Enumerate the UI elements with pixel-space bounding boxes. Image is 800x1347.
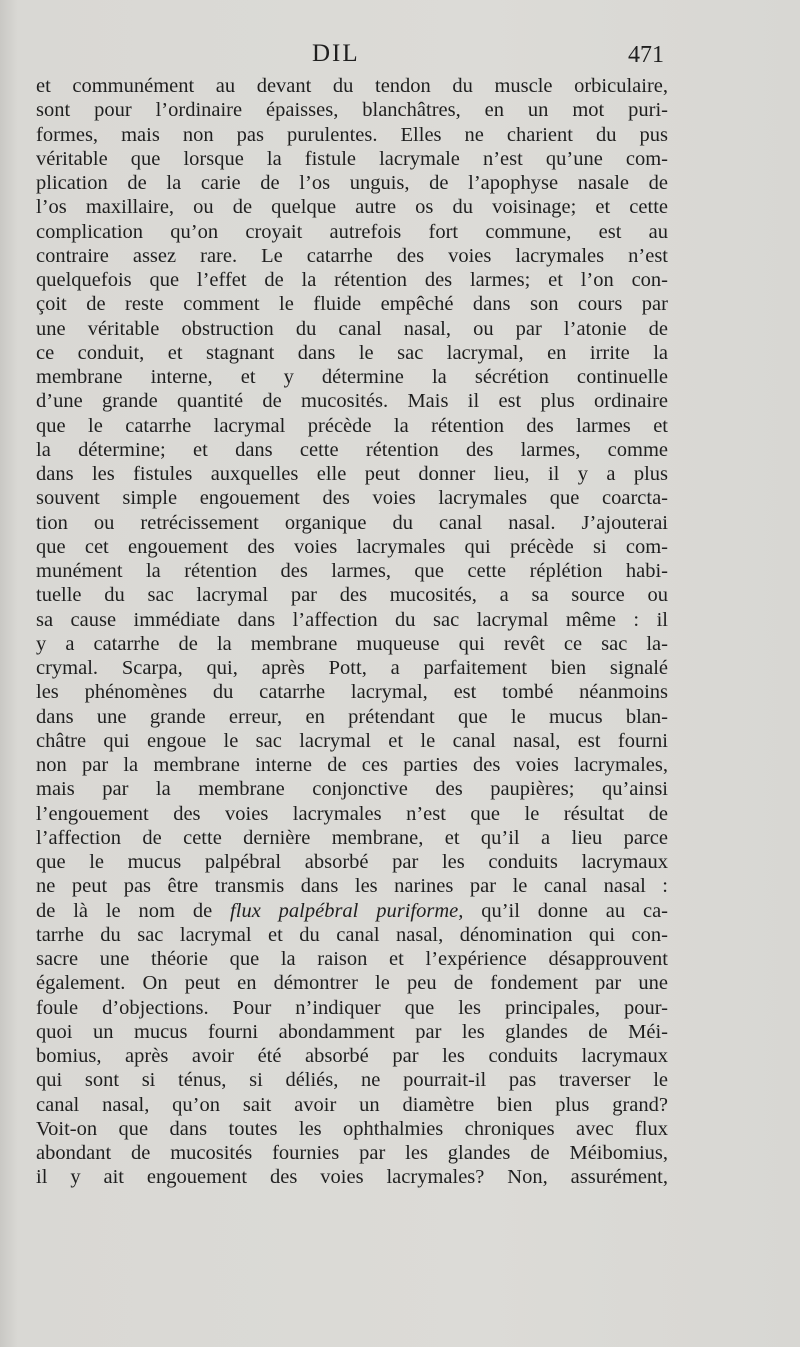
text-line: l’engouement des voies lacrymales n’est que le résultat de [36,802,668,825]
text-line: l’affection de cette dernière membrane, et qu’il a lieu parce [36,826,668,849]
text-line: ce conduit, et stagnant dans le sac lacrymal, en irrite la [36,341,668,364]
text-line: munément la rétention des larmes, que cette réplétion habi- [36,560,668,582]
text-line: souvent simple engouement des voies lacrymales que coarcta- [36,487,668,510]
text-line: contraire assez rare. Le catarrhe des voies lacrymales n’est [36,244,668,267]
body-text [36,74,668,1190]
text-line: quoi un mucus fourni abondamment par les glandes de Méi- [36,1020,668,1043]
text-line: abondant de mucosités fournies par les glandes de Méibomius, [36,1142,668,1164]
text-line: canal nasal, qu’on sait avoir un diamètre bien plus grand? [36,1093,668,1116]
running-head: DIL [312,40,360,67]
text-line: quelquefois que l’effet de la rétention des larmes; et l’on con- [36,269,668,291]
text-segment: qu’il donne au ca- [463,899,668,922]
text-line: non par la membrane interne de ces parties des voies lacrymales, [36,754,668,776]
text-line: l’os maxillaire, ou de quelque autre os du voisinage; et cette [36,196,668,219]
italic-term: flux palpébral puriforme, [230,899,464,922]
text-line: la détermine; et dans cette rétention des larmes, comme [36,438,668,461]
text-line: dans une grande erreur, en prétendant que le mucus blan- [36,705,668,728]
text-segment: de là le nom de [36,899,231,922]
text-line: crymal. Scarpa, qui, après Pott, a parfaitement bien signalé [36,657,668,679]
text-line-with-italic [36,899,668,923]
text-line: châtre qui engoue le sac lacrymal et le canal nasal, est fourni [36,729,668,752]
page-number: 471 [628,42,664,68]
text-line: que cet engouement des voies lacrymales qui précède si com- [36,535,668,558]
text-line: tuelle du sac lacrymal par des mucosités, a sa source ou [36,584,668,607]
text-line: plication de la carie de l’os unguis, de l’apophyse nasale de [36,172,668,194]
text-line: sacre une théorie que la raison et l’expérience désapprouvent [36,948,668,970]
text-line: bomius, après avoir été absorbé par les conduits lacrymaux [36,1045,668,1067]
text-line: Voit-on que dans toutes les ophthalmies chroniques avec flux [36,1117,668,1140]
text-line: foule d’objections. Pour n’indiquer que les principales, pour- [36,996,668,1019]
text-line: tion ou retrécissement organique du canal nasal. J’ajouterai [36,511,668,534]
text-line: sont pour l’ordinaire épaisses, blanchâtres, en un mot puri- [36,99,668,122]
text-line: que le mucus palpébral absorbé par les conduits lacrymaux [36,851,668,873]
text-line: une véritable obstruction du canal nasal, ou par l’atonie de [36,317,668,340]
text-line: formes, mais non pas purulentes. Elles ne charient du pus [36,123,668,146]
text-line: et communément au devant du tendon du muscle orbiculaire, [36,75,668,97]
text-line: dans les fistules auxquelles elle peut donner lieu, il y a plus [36,463,668,485]
text-line: tarrhe du sac lacrymal et du canal nasal, dénomination qui con- [36,923,668,946]
text-line: membrane interne, et y détermine la sécrétion continuelle [36,366,668,388]
text-line: que le catarrhe lacrymal précède la rétention des larmes et [36,414,668,437]
text-line: sa cause immédiate dans l’affection du sac lacrymal même : il [36,608,668,631]
text-line: les phénomènes du catarrhe lacrymal, est tombé néanmoins [36,681,668,704]
text-line: qui sont si ténus, si déliés, ne pourrait-il pas traverser le [36,1069,668,1092]
text-line: ne peut pas être transmis dans les narines par le canal nasal : [36,875,668,898]
text-line: mais par la membrane conjonctive des paupières; qu’ainsi [36,778,668,801]
text-line: complication qu’on croyait autrefois fort commune, est au [36,220,668,243]
text-line: y a catarrhe de la membrane muqueuse qui revêt ce sac la- [36,632,668,655]
text-line: également. On peut en démontrer le peu de fondement par une [36,972,668,995]
text-line: il y ait engouement des voies lacrymales? Non, assurément, [36,1166,668,1189]
text-line: d’une grande quantité de mucosités. Mais il est plus ordinaire [36,390,668,413]
page-header [0,40,800,74]
text-line: véritable que lorsque la fistule lacrymale n’est qu’une com- [36,147,668,170]
text-line: çoit de reste comment le fluide empêché dans son cours par [36,293,668,316]
